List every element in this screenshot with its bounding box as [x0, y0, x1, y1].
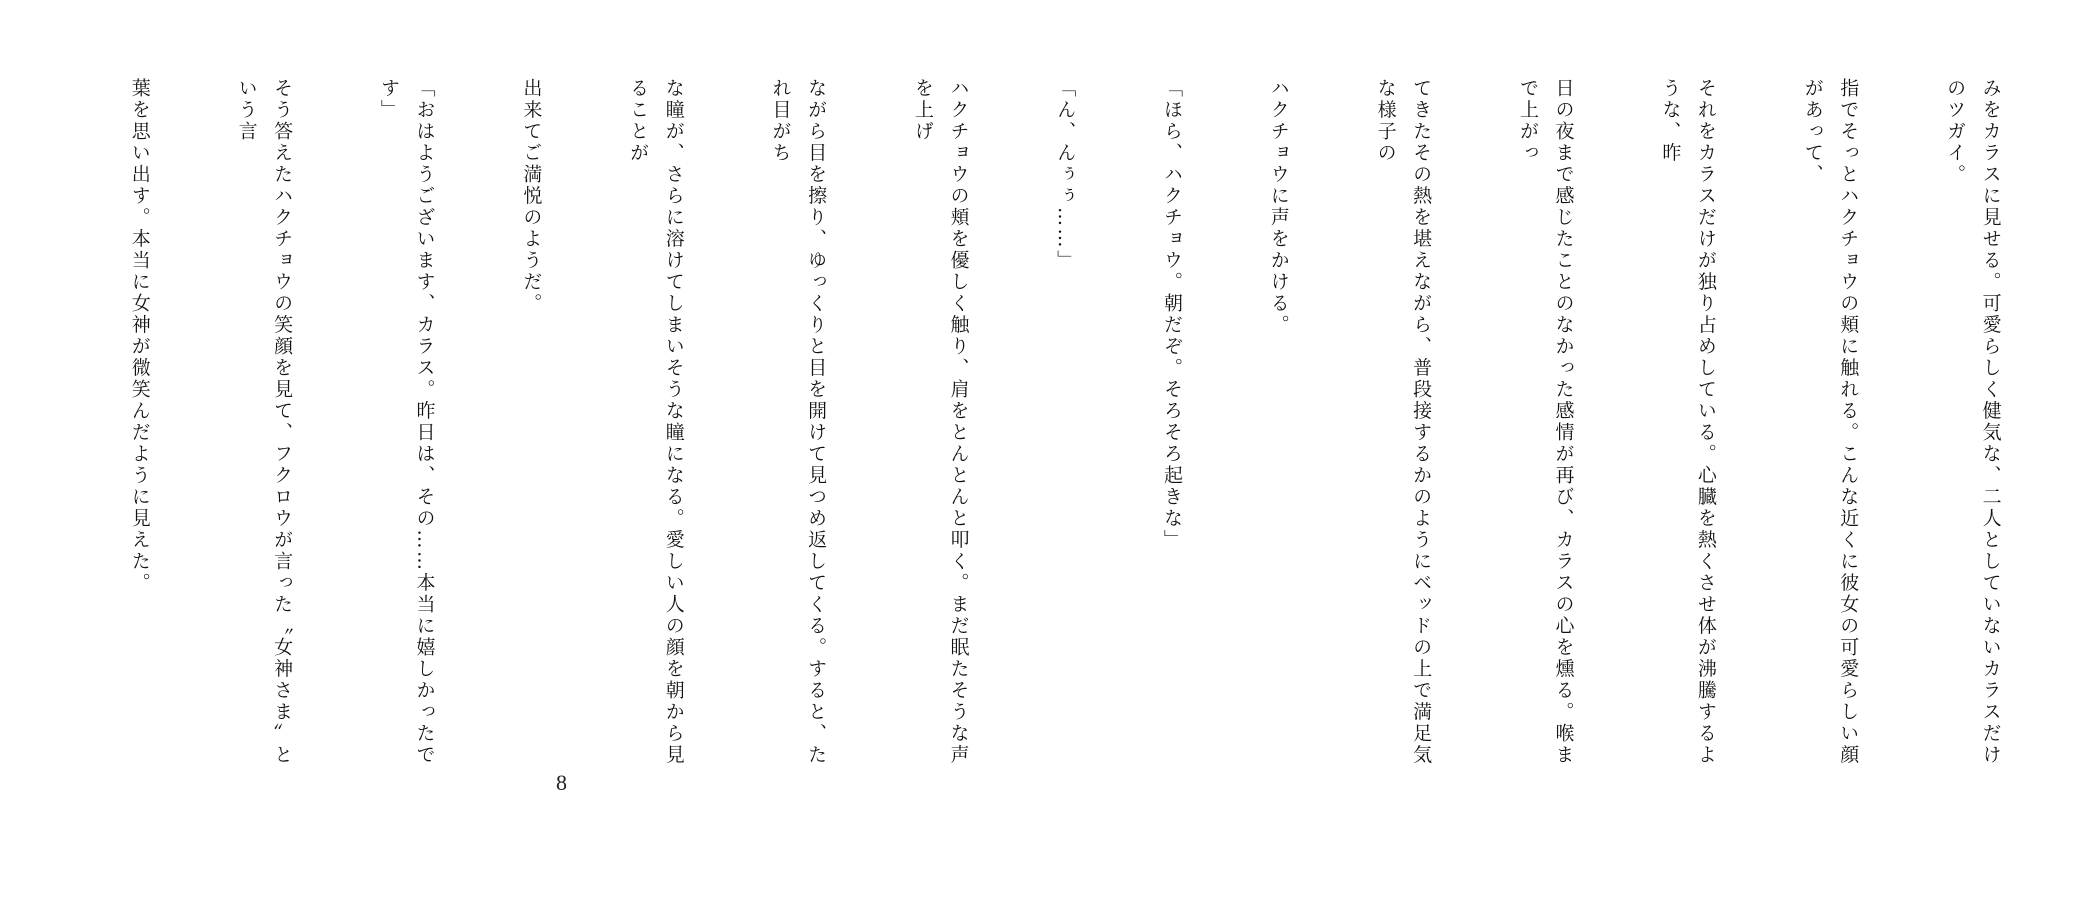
text-line-12: 出来てご満悦のようだ。 — [520, 78, 543, 315]
page-number: 8 — [556, 770, 567, 795]
text-line-4: 日の夜まで感じたことのなかった感情が再び、カラスの心を燻る。喉まで上がっ — [1516, 78, 1575, 766]
text-line-14: そう答えたハクチョウの笑顔を見て、フクロウが言った〝女神さま〟という言 — [235, 78, 294, 766]
text-line-11: な瞳が、さらに溶けてしまいそうな瞳になる。愛しい人の顔を朝から見ることが — [627, 78, 685, 766]
text-line-5: てきたその熱を堪えながら、普段接するかのようにベッドの上で満足気な様子の — [1374, 78, 1433, 766]
vertical-text-column — [50, 78, 2079, 778]
text-line-15: 葉を思い出す。本当に女神が微笑んだように見えた。 — [128, 78, 151, 594]
text-line-3: それをカラスだけが独り占めしている。心臓を熱くさせ体が沸騰するような、昨 — [1659, 78, 1717, 766]
text-line-2: 指でそっとハクチョウの頬に触れる。こんな近くに彼女の可愛らしい顔があって、 — [1801, 78, 1860, 766]
text-line-1: みをカラスに見せる。可愛らしく健気な、二人としていないカラスだけのツガイ。 — [1944, 78, 2002, 766]
body-text — [50, 78, 2002, 778]
text-line-6: ハクチョウに声をかける。 — [1267, 78, 1290, 336]
text-line-13: 「おはようございます、カラス。昨日は、その……本当に嬉しかったです」 — [377, 78, 436, 766]
text-line-7: 「ほら、ハクチョウ。朝だぞ。そろそろ起きな」 — [1161, 78, 1183, 551]
text-line-8: 「ん、んぅぅ……」 — [1054, 78, 1077, 272]
text-line-10: ながら目を擦り、ゆっくりと目を開けて見つめ返してくる。すると、たれ目がち — [769, 78, 828, 766]
text-line-9: ハクチョウの頬を優しく触り、肩をとんとんと叩く。まだ眠たそうな声を上げ — [911, 78, 970, 766]
